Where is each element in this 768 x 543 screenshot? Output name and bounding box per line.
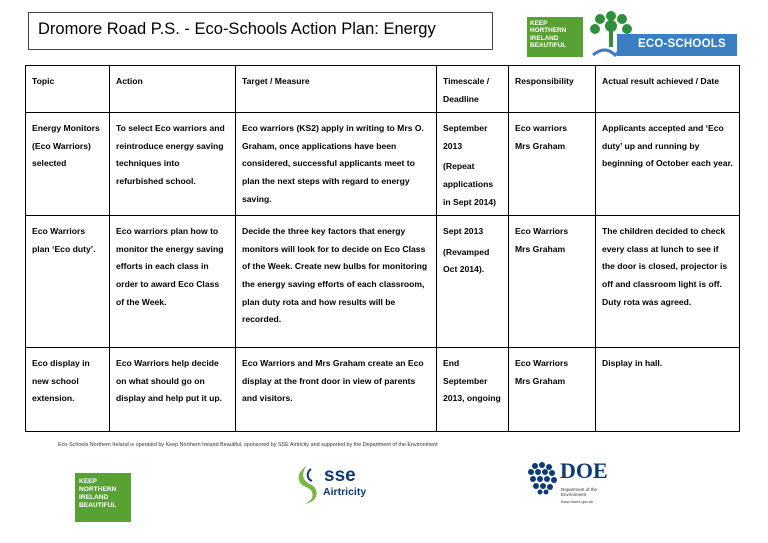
timescale-main: Sept 2013 [443,226,484,237]
cell-responsibility [509,113,596,216]
cell-target: Eco Warriors and Mrs Graham create an Eco display at the front door in view of parents and visitors. [236,348,437,432]
timescale-main: September 2013 [443,123,488,151]
cell-responsibility [509,216,596,348]
doe-dots-icon [525,461,559,495]
table-row [26,348,740,432]
cell-result: The children decided to check every class at lunch to see if the door is closed, projector is off and classroom light is off. Duty rota was agreed. [596,216,740,348]
timescale-note: (Revamped Oct 2014). [443,246,490,275]
cell-target: Decide the three key factors that energy monitors will look for to decide on Eco Class of the Week. Create new bulbs for monitoring the energy saving efforts of each classroom, plan duty rota and how results will be recorded. [236,216,437,348]
table-header-row [26,66,740,113]
page-title: Dromore Road P.S. - Eco-Schools Action Plan: Energy [38,20,436,38]
responsibility-primary: Eco warriors [515,123,568,134]
sse-sub: Airtricity [323,486,367,498]
responsibility-secondary: Mrs Graham [515,140,566,151]
doe-url: www.doeni.gov.uk [561,499,593,504]
kni-logo-text: KEEP NORTHERN IRELAND BEAUTIFUL [530,20,567,50]
timescale-main: End September 2013, ongoing [443,358,501,404]
footer-note: Eco-Schools Northern Ireland is operated by Keep Northern Ireland Beautiful, sponsored by SSE Airtricity and supported by the Department of the Environment [58,442,438,448]
cell-result: Display in hall. [596,348,740,432]
cell-action: Eco Warriors help decide on what should go on display and help put it up. [110,348,236,432]
cell-result: Applicants accepted and ‘Eco duty’ up and running by beginning of October each year. [596,113,740,216]
kni-logo-top [527,17,583,57]
timescale-note: (Repeat applications in Sept 2014) [443,161,497,207]
cell-action: To select Eco warriors and reintroduce energy saving techniques into refurbished school. [110,113,236,216]
cell-topic: Energy Monitors (Eco Warriors) selected [26,113,110,216]
sse-airtricity-logo [292,463,372,507]
doe-department: Department of the Environment [561,487,598,497]
sse-swirl-icon [292,463,322,507]
header-result: Actual result achieved / Date [596,66,740,113]
sse-name: sse [324,465,356,486]
cell-timescale [437,113,509,216]
header-responsibility: Responsibility [509,66,596,113]
header-topic: Topic [26,66,110,113]
eco-schools-text: ECO-SCHOOLS [638,38,726,50]
cell-topic: Eco display in new school extension. [26,348,110,432]
cell-responsibility [509,348,596,432]
doe-name: DOE [560,458,608,483]
responsibility-primary: Eco Warriors [515,226,569,237]
header-timescale: Timescale / Deadline [437,66,509,113]
title-box [28,12,493,50]
responsibility-secondary: Mrs Graham [515,243,566,254]
action-plan-table [25,65,740,432]
table-row [26,113,740,216]
header-action: Action [110,66,236,113]
cell-action: Eco warriors plan how to monitor the energy saving efforts in each class in order to award Eco Class of the Week. [110,216,236,348]
doe-logo [525,457,608,517]
header-target: Target / Measure [236,66,437,113]
responsibility-primary: Eco Warriors [515,358,569,369]
cell-timescale [437,348,509,432]
cell-topic: Eco Warriors plan ‘Eco duty’. [26,216,110,348]
kni-logo-bottom [75,473,131,522]
table-row [26,216,740,348]
kni-logo-text: KEEP NORTHERN IRELAND BEAUTIFUL [79,478,117,509]
eco-band [617,34,737,56]
cell-timescale [437,216,509,348]
cell-target: Eco warriors (KS2) apply in writing to Mrs O. Graham, once applications have been considered, successful applicants meet to plan the next steps with regard to energy saving. [236,113,437,216]
responsibility-secondary: Mrs Graham [515,375,566,386]
eco-schools-logo [587,11,737,61]
